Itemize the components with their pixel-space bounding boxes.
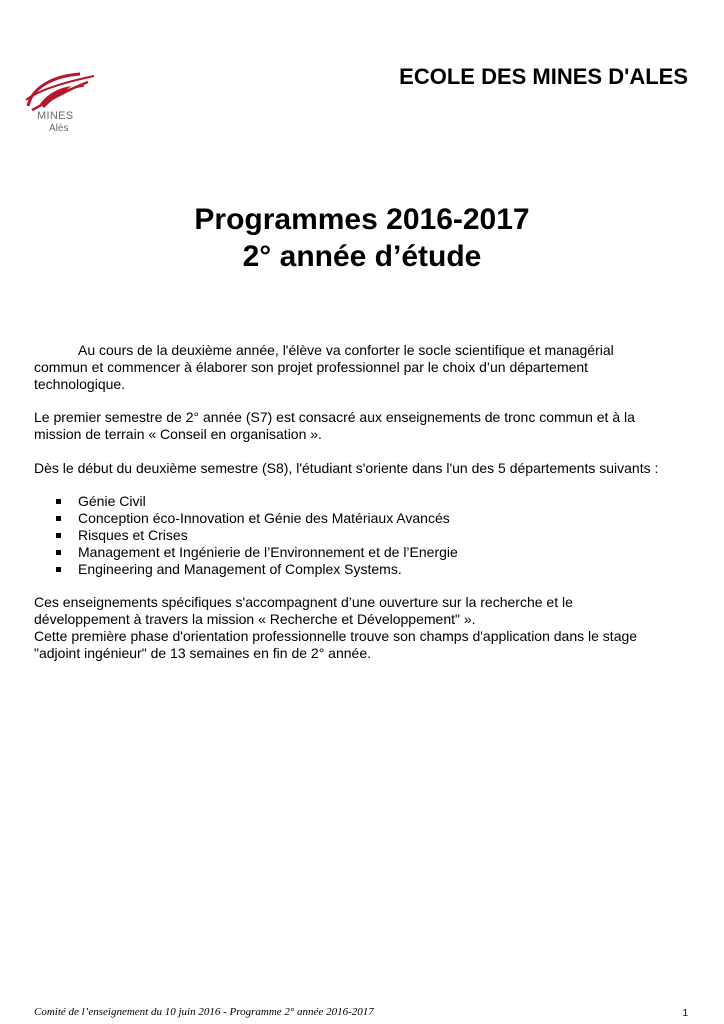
semester-s7-paragraph: [34, 409, 694, 443]
document-subtitle: 2° année d’étude: [242, 240, 482, 273]
page-number: 1: [682, 1008, 688, 1019]
semester-s8-paragraph: Dès le début du deuxième semestre (S8), l'étudiant s'oriente dans l'un des 5 départements suivants :: [34, 460, 659, 476]
list-item: Management et Ingénierie de l’Environnement et de l’Energie: [34, 544, 458, 561]
s7-line-2: mission de terrain « Conseil en organisation ».: [34, 426, 322, 442]
intro-paragraph: [34, 342, 694, 393]
document-title: Programmes 2016-2017: [194, 203, 530, 236]
list-item: Risques et Crises: [34, 527, 458, 544]
internship-paragraph: [34, 628, 694, 662]
mines-logo-emblem: [22, 70, 98, 114]
logo-text-mines: MINES: [37, 110, 74, 122]
bullet-icon: [56, 499, 61, 504]
internship-line-2: "adjoint ingénieur" de 13 semaines en fin de 2° année.: [34, 645, 371, 661]
bullet-icon: [56, 516, 61, 521]
list-item: Conception éco-Innovation et Génie des Matériaux Avancés: [34, 510, 458, 527]
departments-list: [34, 493, 458, 578]
intro-line-3: technologique.: [34, 376, 126, 392]
bullet-icon: [56, 567, 61, 572]
bullet-icon: [56, 550, 61, 555]
internship-line-1: Cette première phase d'orientation professionnelle trouve son champs d'application dans le stage: [34, 628, 638, 644]
list-item: Engineering and Management of Complex Systems.: [34, 561, 458, 578]
logo-text-ales: Alès: [49, 123, 69, 134]
bullet-icon: [56, 533, 61, 538]
page-footer: Comité de l’enseignement du 10 juin 2016 - Programme 2° année 2016-2017: [34, 1006, 374, 1018]
research-line-2: développement à travers la mission « Recherche et Développement" ».: [34, 611, 476, 627]
mines-ales-logo: [22, 70, 98, 146]
intro-line-1: Au cours de la deuxième année, l'élève va conforter le socle scientifique et managérial: [78, 342, 614, 358]
intro-line-2: commun et commencer à élaborer son projet professionnel par le choix d’un département: [34, 359, 589, 375]
s7-line-1: Le premier semestre de 2° année (S7) est consacré aux enseignements de tronc commun et à la: [34, 409, 635, 425]
school-name: ECOLE DES MINES D'ALES: [399, 64, 688, 89]
research-line-1: Ces enseignements spécifiques s'accompagnent d’une ouverture sur la recherche et le: [34, 594, 573, 610]
list-item: Génie Civil: [34, 493, 458, 510]
research-paragraph: [34, 594, 694, 628]
